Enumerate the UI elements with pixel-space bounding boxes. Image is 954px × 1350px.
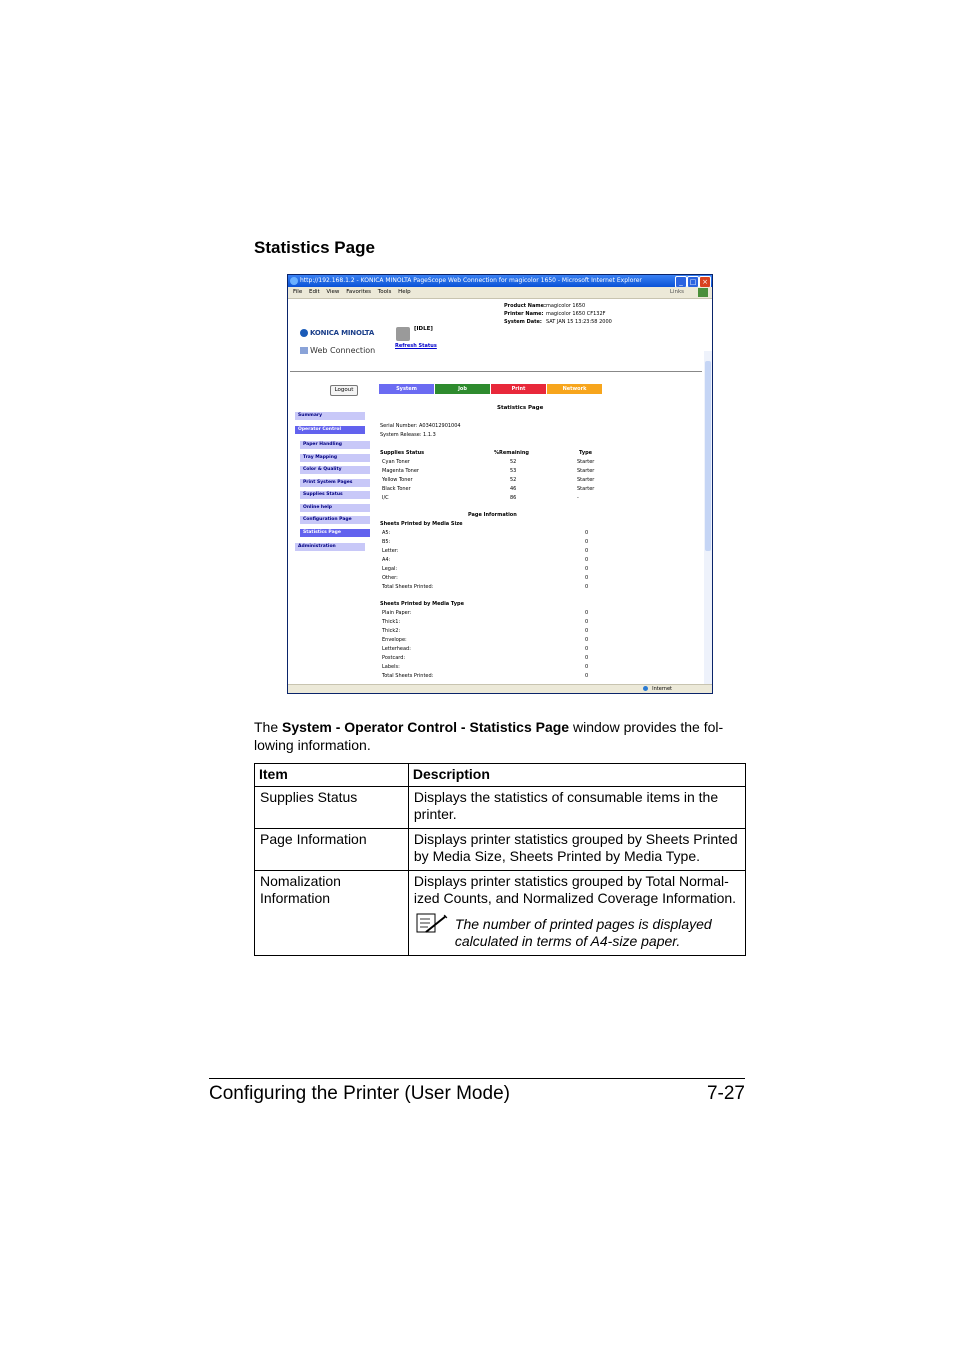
- media-size-value: 0: [585, 557, 589, 563]
- supply-name: Cyan Toner: [382, 459, 410, 465]
- web-connection-label: Web Connection: [310, 346, 376, 355]
- browser-screenshot: [287, 274, 713, 694]
- media-size-value: 0: [585, 539, 589, 545]
- menu-bar: [288, 287, 712, 299]
- supply-type: -: [577, 495, 579, 501]
- supply-type: Starter: [577, 459, 595, 465]
- tab-network[interactable]: Network: [547, 384, 602, 394]
- nav-tray-mapping[interactable]: Tray Mapping: [300, 454, 370, 462]
- supply-type: Starter: [577, 486, 595, 492]
- menu-file[interactable]: File: [293, 289, 303, 295]
- intro-bold-path: System - Operator Control - Statistics Page: [282, 719, 570, 735]
- column-header-description: Description: [408, 764, 745, 787]
- menu-help[interactable]: Help: [398, 289, 411, 295]
- media-size-label: Letter:: [382, 548, 399, 554]
- table-cell-description: Displays printer statistics grouped by Sheets Printed by Media Size, Sheets Printed by Media Type.: [408, 828, 745, 870]
- media-type-value: 0: [585, 619, 589, 625]
- page-information-heading: Page Information: [468, 512, 517, 518]
- description-table: [254, 763, 746, 956]
- media-type-label: Labels:: [382, 664, 400, 670]
- nav-color-quality[interactable]: Color & Quality: [300, 466, 370, 474]
- table-cell-item: Nomalization Information: [255, 870, 409, 955]
- supply-name: Black Toner: [382, 486, 411, 492]
- nav-paper-handling[interactable]: Paper Handling: [300, 441, 370, 449]
- tab-system[interactable]: System: [379, 384, 434, 394]
- windows-logo-icon: [698, 288, 708, 297]
- minimize-icon[interactable]: _: [675, 276, 687, 287]
- table-cell-description: Displays the statistics of consumable items in the printer.: [408, 786, 745, 828]
- media-size-value: 0: [585, 548, 589, 554]
- table-row: [255, 870, 746, 955]
- nav-configuration-page[interactable]: Configuration Page: [300, 516, 370, 524]
- tab-job[interactable]: Job: [435, 384, 490, 394]
- system-date-row: System Date: SAT JAN 15 13:23:58 2000: [504, 319, 612, 325]
- media-size-value: 0: [585, 584, 589, 590]
- table-cell-item: Supplies Status: [255, 786, 409, 828]
- printer-name-row: Printer Name: magicolor 1650 CF132F: [504, 311, 606, 317]
- internet-zone-icon: [643, 686, 648, 691]
- media-type-label: Postcard:: [382, 655, 406, 661]
- supplies-header-name: Supplies Status: [380, 450, 425, 456]
- product-name-row: Product Name:magicolor 1650: [504, 303, 586, 309]
- close-icon[interactable]: ×: [699, 276, 711, 287]
- media-size-value: 0: [585, 566, 589, 572]
- media-type-label: Total Sheets Printed:: [382, 673, 434, 679]
- media-type-value: 0: [585, 637, 589, 643]
- media-type-label: Thick1:: [382, 619, 401, 625]
- menu-favorites[interactable]: Favorites: [346, 289, 372, 295]
- supply-type: Starter: [577, 477, 595, 483]
- security-zone-label: Internet: [652, 686, 672, 692]
- nav-administration[interactable]: Administration: [295, 543, 365, 551]
- serial-number: Serial Number: A034012901004: [380, 423, 461, 429]
- media-type-label: Thick2:: [382, 628, 401, 634]
- media-type-label: Envelope:: [382, 637, 407, 643]
- vertical-scrollbar[interactable]: [704, 351, 712, 685]
- note-pencil-icon: [416, 913, 448, 935]
- brand-logo-text: KONICA MINOLTA: [310, 329, 375, 337]
- header-divider: [290, 371, 702, 372]
- footer-chapter-title: Configuring the Printer (User Mode): [209, 1083, 510, 1104]
- nav-summary[interactable]: Summary: [295, 412, 365, 420]
- media-type-heading: Sheets Printed by Media Type: [380, 601, 464, 607]
- refresh-status-link[interactable]: Refresh Status: [395, 343, 437, 349]
- column-header-item: Item: [255, 764, 409, 787]
- media-size-label: A4:: [382, 557, 391, 563]
- note: The number of printed pages is displayed calculated in terms of A4-size paper.: [414, 916, 745, 951]
- supplies-header-type: Type: [579, 450, 593, 456]
- media-size-label: Legal:: [382, 566, 398, 572]
- menu-edit[interactable]: Edit: [308, 289, 320, 295]
- media-size-value: 0: [585, 575, 589, 581]
- supplies-header-remaining: %Remaining: [494, 450, 529, 456]
- media-type-value: 0: [585, 646, 589, 652]
- page-content: [288, 299, 704, 685]
- media-size-value: 0: [585, 530, 589, 536]
- section-title: Statistics Page: [254, 238, 375, 257]
- status-bar: [288, 684, 712, 693]
- links-toolbar[interactable]: Links: [669, 289, 684, 295]
- supply-remaining: 53: [510, 468, 517, 474]
- media-type-label: Plain Paper:: [382, 610, 412, 616]
- scroll-thumb[interactable]: [705, 361, 711, 551]
- table-row: [255, 786, 746, 828]
- media-size-label: Total Sheets Printed:: [382, 584, 434, 590]
- page-heading: Statistics Page: [497, 405, 544, 411]
- table-header-row: [255, 764, 746, 787]
- intro-paragraph: The System - Operator Control - Statistics Page window provides the fol-lowing information.: [254, 719, 724, 753]
- footer-rule: [209, 1078, 745, 1079]
- supply-type: Starter: [577, 468, 595, 474]
- nav-statistics-page[interactable]: Statistics Page: [300, 529, 370, 537]
- supply-remaining: 52: [510, 477, 517, 483]
- footer-page-number: 7-27: [706, 1083, 745, 1104]
- table-row: [255, 828, 746, 870]
- nav-online-help[interactable]: Online help: [300, 504, 370, 512]
- supply-name: I/C: [382, 495, 389, 501]
- supply-remaining: 52: [510, 459, 517, 465]
- supply-name: Yellow Toner: [382, 477, 413, 483]
- nav-operator-control[interactable]: Operator Control: [295, 426, 365, 434]
- maximize-icon[interactable]: □: [687, 276, 699, 287]
- supply-remaining: 86: [510, 495, 517, 501]
- pagescope-logo-icon: [300, 347, 308, 354]
- menu-view[interactable]: View: [326, 289, 340, 295]
- media-size-heading: Sheets Printed by Media Size: [380, 521, 463, 527]
- media-type-label: Letterhead:: [382, 646, 411, 652]
- media-size-label: B5:: [382, 539, 391, 545]
- printer-icon: [396, 327, 410, 341]
- window-title: http://192.168.1.2 - KONICA MINOLTA PageScope Web Connection for magicolor 1650 - Microsoft Internet Explorer: [300, 277, 642, 284]
- window-titlebar: [288, 275, 712, 287]
- supply-name: Magenta Toner: [382, 468, 419, 474]
- konica-minolta-logo-icon: [300, 329, 308, 337]
- supply-remaining: 46: [510, 486, 517, 492]
- logout-button[interactable]: Logout: [330, 385, 358, 396]
- media-type-value: 0: [585, 628, 589, 634]
- printer-status: [IDLE]: [414, 326, 433, 332]
- table-cell-item: Page Information: [255, 828, 409, 870]
- media-type-value: 0: [585, 673, 589, 679]
- media-type-value: 0: [585, 610, 589, 616]
- media-size-label: A5:: [382, 530, 391, 536]
- system-release: System Release: 1.1.3: [380, 432, 436, 438]
- nav-print-system-pages[interactable]: Print System Pages: [300, 479, 370, 487]
- media-type-value: 0: [585, 655, 589, 661]
- tab-print[interactable]: Print: [491, 384, 546, 394]
- menu-tools[interactable]: Tools: [377, 289, 392, 295]
- nav-supplies-status[interactable]: Supplies Status: [300, 491, 370, 499]
- ie-icon: [290, 277, 298, 285]
- table-cell-description: Displays printer statistics grouped by Total Normal-ized Counts, and Normalized Coverage Information. The number of printed pages is displayed calculated in terms of A4-size paper.: [408, 870, 745, 955]
- media-size-label: Other:: [382, 575, 398, 581]
- media-type-value: 0: [585, 664, 589, 670]
